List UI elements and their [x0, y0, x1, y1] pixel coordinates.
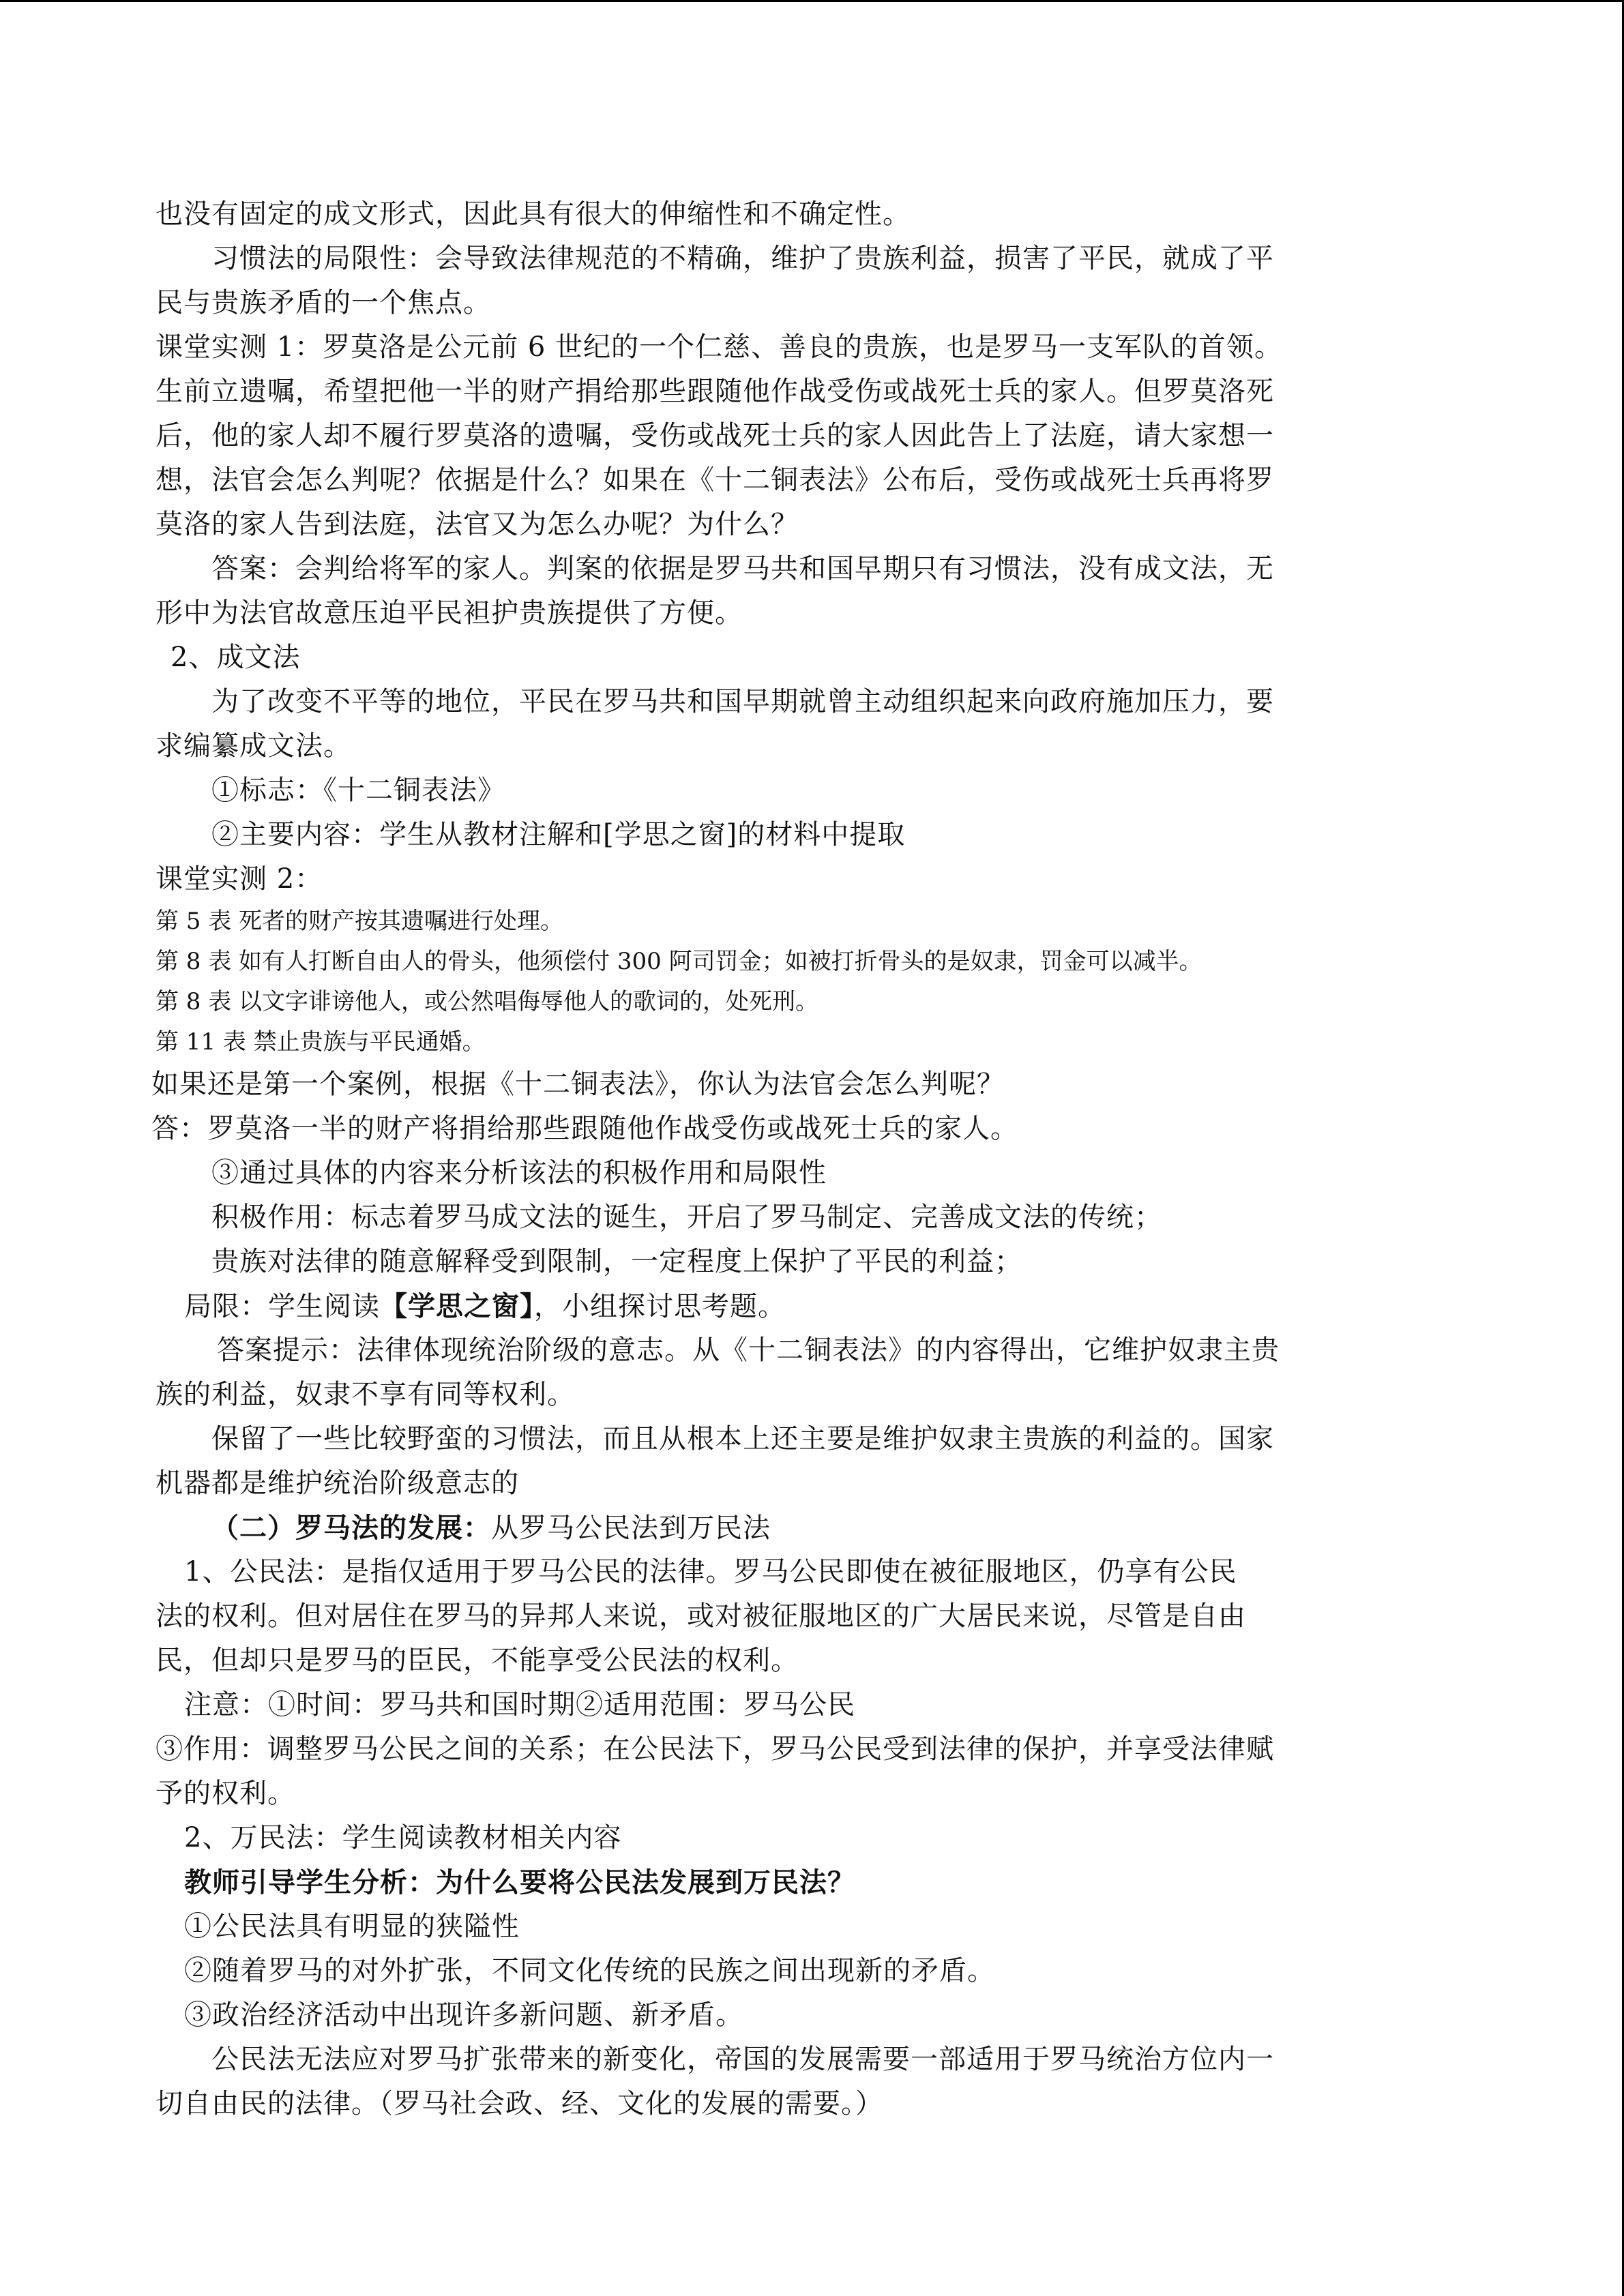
- paragraph-line: ③作用：调整罗马公民之间的关系；在公民法下，罗马公民受到法律的保护，并享受法律赋: [156, 1733, 1274, 1765]
- list-item: ②主要内容：学生从教材注解和[学思之窗]的材料中提取: [211, 819, 906, 850]
- list-item: ①公民法具有明显的狭隘性: [184, 1911, 520, 1942]
- paragraph-line: 习惯法的局限性：会导致法律规范的不精确，维护了贵族利益，损害了平民，就成了平: [211, 243, 1274, 274]
- paragraph-line: 民，但却只是罗马的臣民，不能享受公民法的权利。: [156, 1645, 799, 1676]
- answer-line: 答：罗莫洛一半的财产将捐给那些跟随他作战受伤或战死士兵的家人。: [151, 1113, 1018, 1144]
- law-table-entry: 第 8 表 如有人打断自由人的骨头，他须偿付 300 阿司罚金；如被打折骨头的是奴隶，罚金可以减半。: [156, 948, 1202, 975]
- paragraph-line: [156, 1284, 1472, 1328]
- paragraph-line: 保留了一些比较野蛮的习惯法，而且从根本上还主要是维护奴隶主贵族的利益的。国家: [211, 1423, 1274, 1455]
- exercise-line: 课堂实测 1：罗莫洛是公元前 6 世纪的一个仁慈、善良的贵族，也是罗马一支军队的首领。: [156, 331, 1283, 363]
- list-item: ③通过具体的内容来分析该法的积极作用和局限性: [211, 1157, 827, 1189]
- section-heading: 2、成文法: [171, 642, 301, 673]
- limitation-label: 局限：学生阅读: [184, 1291, 380, 1322]
- paragraph-line: 民与贵族矛盾的一个焦点。: [156, 287, 491, 318]
- note-line: 注意：①时间：罗马共和国时期②适用范围：罗马公民: [184, 1689, 855, 1720]
- paragraph-line: 贵族对法律的随意解释受到限制，一定程度上保护了平民的利益；: [211, 1246, 1022, 1277]
- paragraph-line: 求编纂成文法。: [156, 730, 351, 762]
- page-border-top: [0, 0, 1624, 2]
- section-heading-bold: （二）罗马法的发展：: [211, 1512, 491, 1544]
- law-table-entry: 第 8 表 以文字诽谤他人，或公然唱侮辱他人的歌词的，处死刑。: [156, 988, 819, 1015]
- list-item: ①标志：《十二铜表法》: [211, 775, 505, 806]
- teacher-guide-heading: 教师引导学生分析：为什么要将公民法发展到万民法？: [184, 1866, 855, 1898]
- paragraph-line: 公民法无法应对罗马扩张带来的新变化，帝国的发展需要一部适用于罗马统治方位内一: [211, 2044, 1274, 2075]
- answer-line: 族的利益，奴隶不享有同等权利。: [156, 1379, 575, 1410]
- exercise-line: 想，法官会怎么判呢？依据是什么？如果在《十二铜表法》公布后，受伤或战死士兵再将罗: [156, 464, 1274, 496]
- list-item: ③政治经济活动中出现许多新问题、新矛盾。: [184, 1999, 743, 2031]
- exercise-line: 后，他的家人却不履行罗莫洛的遗嘱，受伤或战死士兵的家人因此告上了法庭，请大家想一: [156, 420, 1274, 451]
- paragraph-line: 法的权利。但对居住在罗马的异邦人来说，或对被征服地区的广大居民来说，尽管是自由: [156, 1600, 1246, 1632]
- exercise-line: 生前立遗嘱，希望把他一半的财产捐给那些跟随他作战受伤或战死士兵的家人。但罗莫洛死: [156, 376, 1274, 407]
- paragraph-line: 积极作用：标志着罗马成文法的诞生，开启了罗马制定、完善成文法的传统；: [211, 1202, 1162, 1233]
- law-table-entry: 第 5 表 死者的财产按其遗嘱进行处理。: [156, 908, 564, 935]
- limitation-rest: ，小组探讨思考题。: [534, 1291, 786, 1322]
- question-line: 如果还是第一个案例，根据《十二铜表法》，你认为法官会怎么判呢？: [151, 1069, 1005, 1100]
- answer-line: 答案提示：法律体现统治阶级的意志。从《十二铜表法》的内容得出，它维护奴隶主贵: [217, 1335, 1280, 1366]
- exercise-heading: 课堂实测 2：: [156, 863, 323, 895]
- section-heading: 2、万民法：学生阅读教材相关内容: [184, 1822, 622, 1853]
- paragraph-line: 为了改变不平等的地位，平民在罗马共和国早期就曾主动组织起来向政府施加压力，要: [211, 686, 1274, 717]
- document-body: [151, 192, 1472, 2126]
- answer-line: 答案：会判给将军的家人。判案的依据是罗马共和国早期只有习惯法，没有成文法，无: [211, 553, 1274, 584]
- law-table-entry: 第 11 表 禁止贵族与平民通婚。: [156, 1028, 486, 1056]
- study-window-title: 【学思之窗】: [380, 1290, 534, 1322]
- paragraph-line: 也没有固定的成文形式，因此具有很大的伸缩性和不确定性。: [156, 198, 911, 230]
- paragraph-line: 1、公民法：是指仅适用于罗马公民的法律。罗马公民即使在被征服地区，仍享有公民: [184, 1556, 1237, 1587]
- paragraph-line: 切自由民的法律。（罗马社会政、经、文化的发展的需要。）: [156, 2088, 883, 2119]
- list-item: ②随着罗马的对外扩张，不同文化传统的民族之间出现新的矛盾。: [184, 1955, 995, 1986]
- paragraph-line: 予的权利。: [156, 1778, 295, 1809]
- answer-line: 形中为法官故意压迫平民袒护贵族提供了方便。: [156, 597, 743, 629]
- exercise-line: 莫洛的家人告到法庭，法官又为怎么办呢？为什么？: [156, 509, 799, 540]
- section-heading: [156, 1506, 1472, 1550]
- paragraph-line: 机器都是维护统治阶级意志的: [156, 1467, 519, 1499]
- section-heading-rest: 从罗马公民法到万民法: [491, 1512, 771, 1544]
